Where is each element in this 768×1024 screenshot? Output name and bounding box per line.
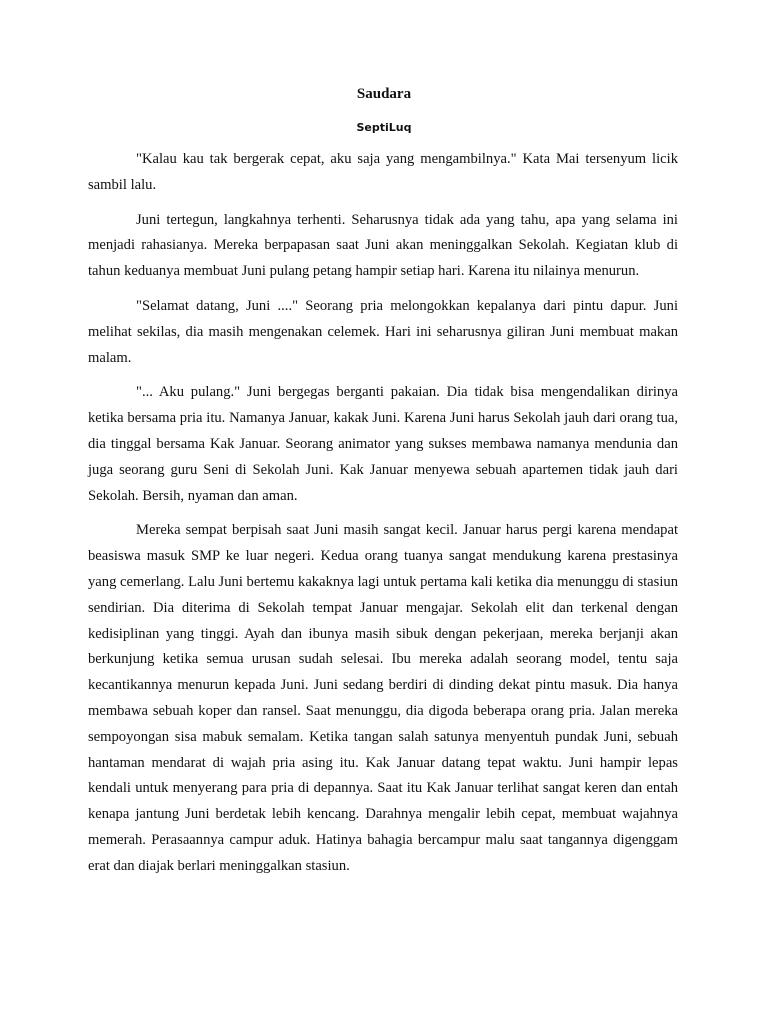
document-body — [88, 147, 678, 889]
paragraph: "... Aku pulang." Juni bergegas berganti pakaian. Dia tidak bisa mengendalikan dirinya ketika bersama pria itu. Namanya Januar, kakak Juni. Karena Juni harus Sekolah jauh dari orang tua, dia tinggal bersama Kak Januar. Seorang animator yang sukses membawa namanya mendunia dan juga seorang guru Seni di Sekolah Juni. Kak Januar menyewa sebuah apartemen tidak jauh dari Sekolah. Bersih, nyaman dan aman. — [88, 384, 678, 504]
document-title: Saudara — [356, 86, 412, 102]
paragraph: Juni tertegun, langkahnya terhenti. Seharusnya tidak ada yang tahu, apa yang selama ini menjadi rahasianya. Mereka berpapasan saat Juni akan meninggalkan Sekolah. Kegiatan klub di tahun keduanya membuat Juni pulang petang hampir setiap hari. Karena itu nilainya menurun. — [88, 211, 678, 280]
document-author: SeptiLuq — [356, 121, 412, 134]
paragraph: "Selamat datang, Juni ...." Seorang pria melongokkan kepalanya dari pintu dapur. Juni melihat sekilas, dia masih mengenakan celemek. Hari ini seharusnya giliran Juni membuat makan malam. — [88, 297, 678, 366]
paragraph: Mereka sempat berpisah saat Juni masih sangat kecil. Januar harus pergi karena mendapat beasiswa masuk SMP ke luar negeri. Kedua orang tuanya sangat mendukung karena prestasinya yang cemerlang. Lalu Juni bertemu kakaknya lagi untuk pertama kali ketika dia menunggu di stasiun sendirian. Dia diterima di Sekolah tempat Januar mengajar. Sekolah elit dan terkenal dengan kedisiplinan yang tinggi. Ayah dan ibunya masih sibuk dengan pekerjaan, mereka berjanji akan berkunjung ketika semua urusan sudah selesai. Ibu mereka adalah seorang model, tentu saja kecantikannya menurun kepada Juni. Juni sedang berdiri di dinding dekat pintu masuk. Dia hanya membawa sebuah koper dan ransel. Saat menunggu, dia digoda beberapa orang pria. Jalan mereka sempoyongan sisa mabuk semalam. Ketika tangan salah satunya menyentuh pundak Juni, sebuah hantaman mendarat di wajah pria asing itu. Kak Januar datang tepat waktu. Juni hampir lepas kendali untuk menyerang para pria di depannya. Saat itu Kak Januar terlihat sangat keren dan entah kenapa jantung Juni berdetak lebih kencang. Darahnya mengalir lebih cepat, membuat wajahnya memerah. Perasaannya campur aduk. Hatinya bahagia bercampur malu saat tangannya digenggam erat dan diajak berlari meninggalkan stasiun. — [88, 522, 678, 874]
paragraph: "Kalau kau tak bergerak cepat, aku saja yang mengambilnya." Kata Mai tersenyum licik sambil lalu. — [88, 151, 678, 193]
